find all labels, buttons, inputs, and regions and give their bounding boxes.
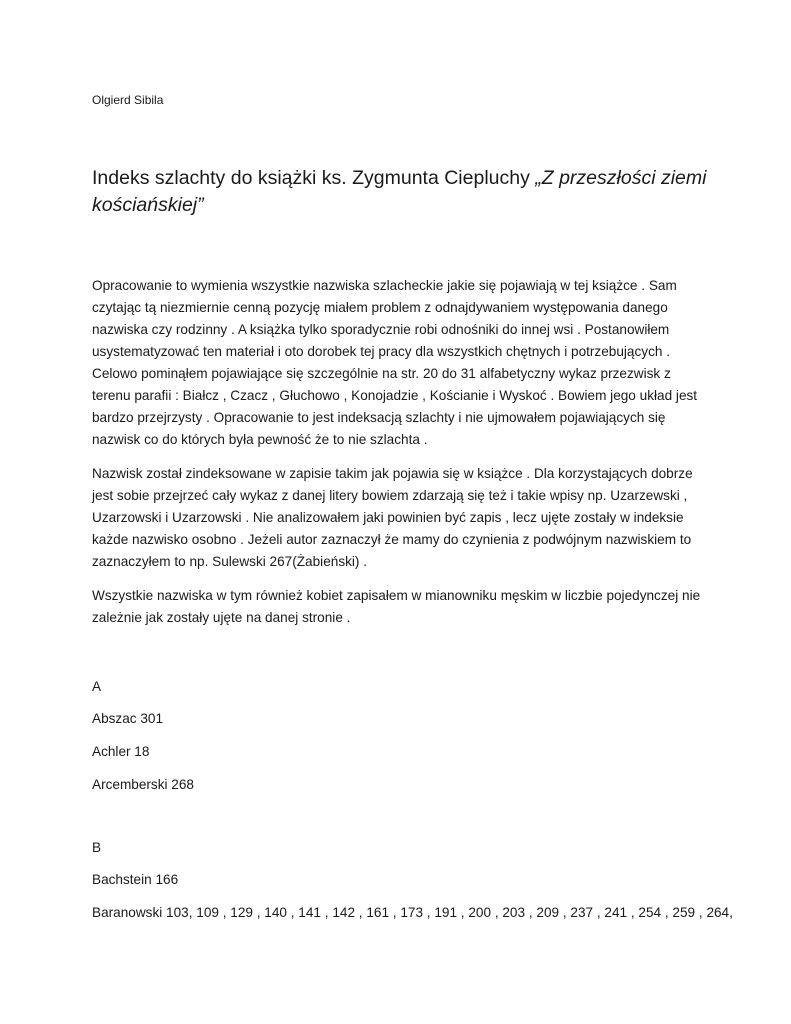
author-name: Olgierd Sibila (92, 93, 164, 107)
intro-paragraph: Wszystkie nazwiska w tym również kobiet zapisałem w mianowniku męskim w liczbie pojedynczej nie zależnie jak zostały ujęte na danej stronie . (92, 588, 701, 625)
index-entry: Bachstein 166 (92, 872, 179, 887)
index-section-a (92, 678, 732, 794)
document-title (92, 165, 712, 219)
index-letter-heading: A (92, 679, 102, 694)
index-entry: Abszac 301 (92, 711, 164, 726)
title-text: Indeks szlachty do książki ks. Zygmunta Ciepluchy (92, 167, 536, 189)
title-book-name: „Z przeszłości ziemi kościańskiej” (92, 167, 707, 216)
index-section-b (92, 839, 732, 922)
index-entry: Achler 18 (92, 744, 150, 759)
index-letter-heading: B (92, 840, 102, 855)
index-entry: Arcemberski 268 (92, 777, 194, 792)
section-spacer (92, 809, 732, 839)
index-entry: Baranowski 103, 109 , 129 , 140 , 141 , 142 , 161 , 173 , 191 , 200 , 203 , 209 , 237 , 241 , 254 , 259 , 264, (92, 905, 733, 920)
intro-paragraph: Nazwisk został zindeksowane w zapisie takim jak pojawia się w książce . Dla korzystających dobrze jest sobie przejrzeć cały wykaz z danej litery bowiem zdarzają się też i takie wpisy np. Uzarzewski , Uzarzowski i Uzarzowski . Nie analizowałem jaki powinien być zapis , lecz ujęte zostały w indeksie każde nazwisko osobno . Jeżeli autor zaznaczył że mamy do czynienia z podwójnym nazwiskiem to zaznaczyłem to np. Sulewski 267(Żabieński) . (92, 466, 693, 569)
intro-paragraph: Opracowanie to wymienia wszystkie nazwiska szlacheckie jakie się pojawiają w tej książce . Sam czytając tą niezmiernie cenną pozycję miałem problem z odnajdywaniem występowania danego nazwiska czy rodzinny . A książka tylko sporadycznie robi odnośniki do innej wsi . Postanowiłem usystematyzować ten materiał i oto dorobek tej pracy dla wszystkich chętnych i potrzebujących . Celowo pominąłem pojawiające się szczególnie na str. 20 do 31 alfabetyczny wykaz przezwisk z terenu parafii : Białcz , Czacz , Głuchowo , Konojadzie , Kościanie i Wyskoć . Bowiem jego układ jest bardzo przejrzysty . Opracowanie to jest indeksacją szlachty i nie ujmowałem pojawiających się nazwisk co do których była pewność że to nie szlachta . (92, 278, 698, 447)
intro-section (92, 275, 712, 641)
index-list (92, 678, 732, 937)
